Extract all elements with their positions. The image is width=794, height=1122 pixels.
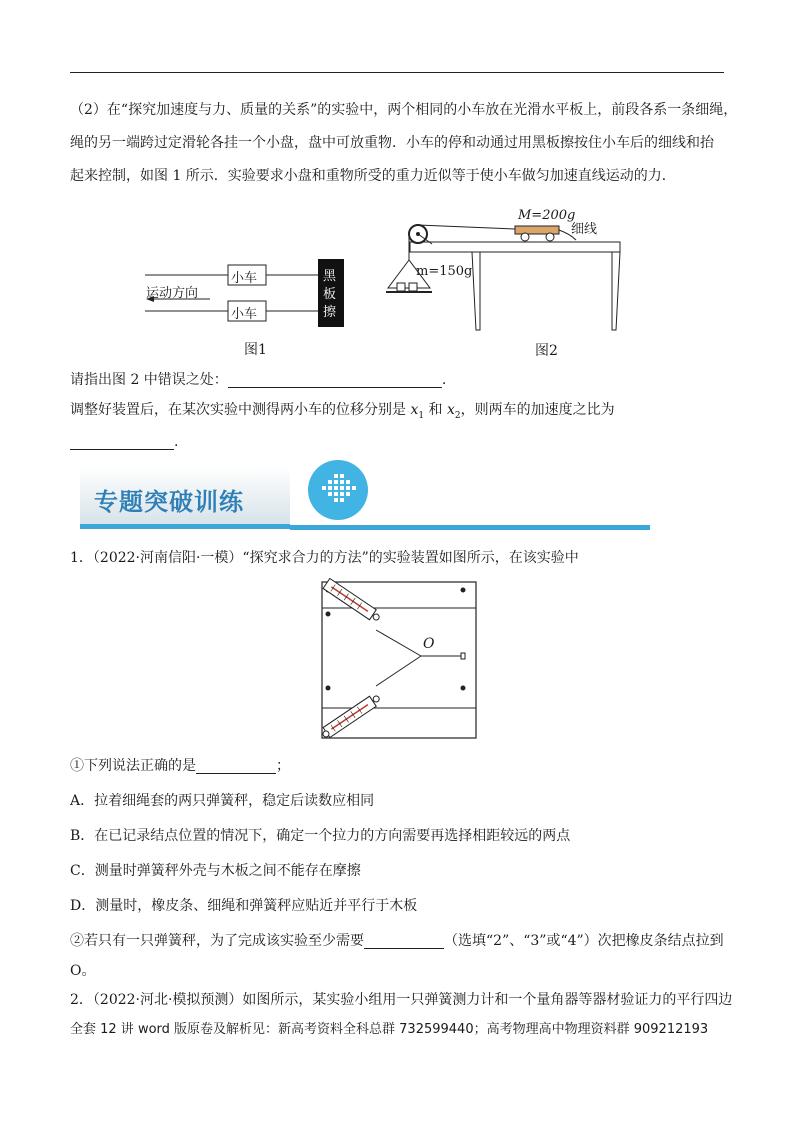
ratio-answer-line	[70, 426, 730, 458]
banner-title: 专题突破训练	[94, 488, 244, 516]
mass-M-label: M=200g	[518, 208, 576, 223]
sub-question-2-cont: O。	[70, 963, 96, 979]
sub-question-1	[70, 750, 730, 782]
sub-question-2	[70, 925, 730, 957]
sub-q1-blank[interactable]	[196, 757, 276, 774]
car-bottom-label: 小车	[231, 307, 258, 322]
sub-q2-blank[interactable]	[364, 932, 444, 949]
car-top-label: 小车	[231, 271, 258, 286]
footer-text: 全套 12 讲 word 版原卷及解析见：新高考资料全科总群 732599440；高考物理高中物理资料群 909212193	[70, 1022, 709, 1037]
figure-2	[380, 208, 640, 359]
intro-line-2: 绳的另一端跨过定滑轮各挂一个小盘，盘中可放重物．小车的停和动通过用黑板擦按住小车后的细线和抬	[70, 135, 714, 151]
point-O-label: O	[423, 636, 435, 652]
intro-line-1: （2）在“探究加速度与力、质量的关系”的实验中，两个相同的小车放在光滑水平板上，前段各系一条细绳，	[70, 102, 738, 118]
sub-q1-text: ①下列说法正确的是	[70, 758, 196, 774]
error-end: .	[441, 372, 447, 388]
figure-1-caption: 图1	[244, 342, 267, 358]
banner-box	[80, 466, 290, 529]
sub-q2-text-a: ②若只有一只弹簧秤，为了完成该实验至少需要	[70, 933, 364, 949]
x2-subscript: 2	[454, 410, 461, 421]
mass-m-label: m=150g	[416, 264, 473, 279]
error-prompt: 请指出图 2 中错误之处：	[70, 372, 228, 388]
problem-2-stem: 2．（2022·河北·模拟预测）如图所示，某实验小组用一只弹簧测力计和一个量角器等器材验证力的平行四边	[70, 992, 733, 1008]
grid-dots-icon	[308, 460, 368, 520]
section-banner	[80, 462, 650, 532]
string-label: 细线	[571, 222, 598, 237]
figure-3-diagram	[318, 578, 478, 744]
problem-1-stem: 1．（2022·河南信阳·一模）“探究求合力的方法”的实验装置如图所示，在该实验中	[70, 550, 579, 566]
x1-symbol: x	[410, 402, 419, 418]
banner-underline	[290, 525, 650, 530]
x2-symbol: x	[447, 402, 455, 418]
ratio-text-b: ，则两车的加速度之比为	[460, 402, 615, 418]
ratio-text-a: 调整好装置后，在某次实验中测得两小车的位移分别是	[70, 402, 411, 418]
option-A: A．拉着细绳套的两只弹簧秤，稳定后读数应相同	[70, 793, 375, 809]
error-prompt-line	[70, 364, 730, 396]
x1-subscript: 1	[418, 410, 425, 421]
intro-line-3: 起来控制，如图 1 所示．实验要求小盘和重物所受的重力近似等于使小车做匀加速直线运动的力．	[70, 168, 676, 184]
option-D: D．测量时，橡皮条、细绳和弹簧秤应贴近并平行于木板	[70, 898, 418, 914]
direction-label: 运动方向	[146, 286, 199, 301]
sub-q1-end: ；	[276, 758, 290, 774]
figure-3	[318, 578, 478, 748]
eraser-label-2: 板	[323, 287, 337, 302]
option-B: B．在已记录结点位置的情况下，确定一个拉力的方向需要再选择相距较远的两点	[70, 828, 571, 844]
and-text: 和	[424, 402, 447, 418]
ratio-answer-blank[interactable]	[70, 433, 174, 450]
sub-q2-text-b: （选填“2”、“3”或“4”）次把橡皮条结点拉到	[444, 933, 724, 949]
eraser-label-3: 擦	[323, 305, 337, 320]
header-rule	[70, 72, 724, 73]
error-answer-blank[interactable]	[228, 371, 442, 388]
eraser-label-1: 黑	[323, 269, 337, 284]
banner-circle	[308, 460, 368, 520]
option-C: C．测量时弹簧秤外壳与木板之间不能存在摩擦	[70, 863, 361, 879]
figure-2-caption: 图2	[535, 343, 558, 359]
figure-1	[140, 255, 380, 369]
ratio-end: .	[174, 434, 179, 450]
